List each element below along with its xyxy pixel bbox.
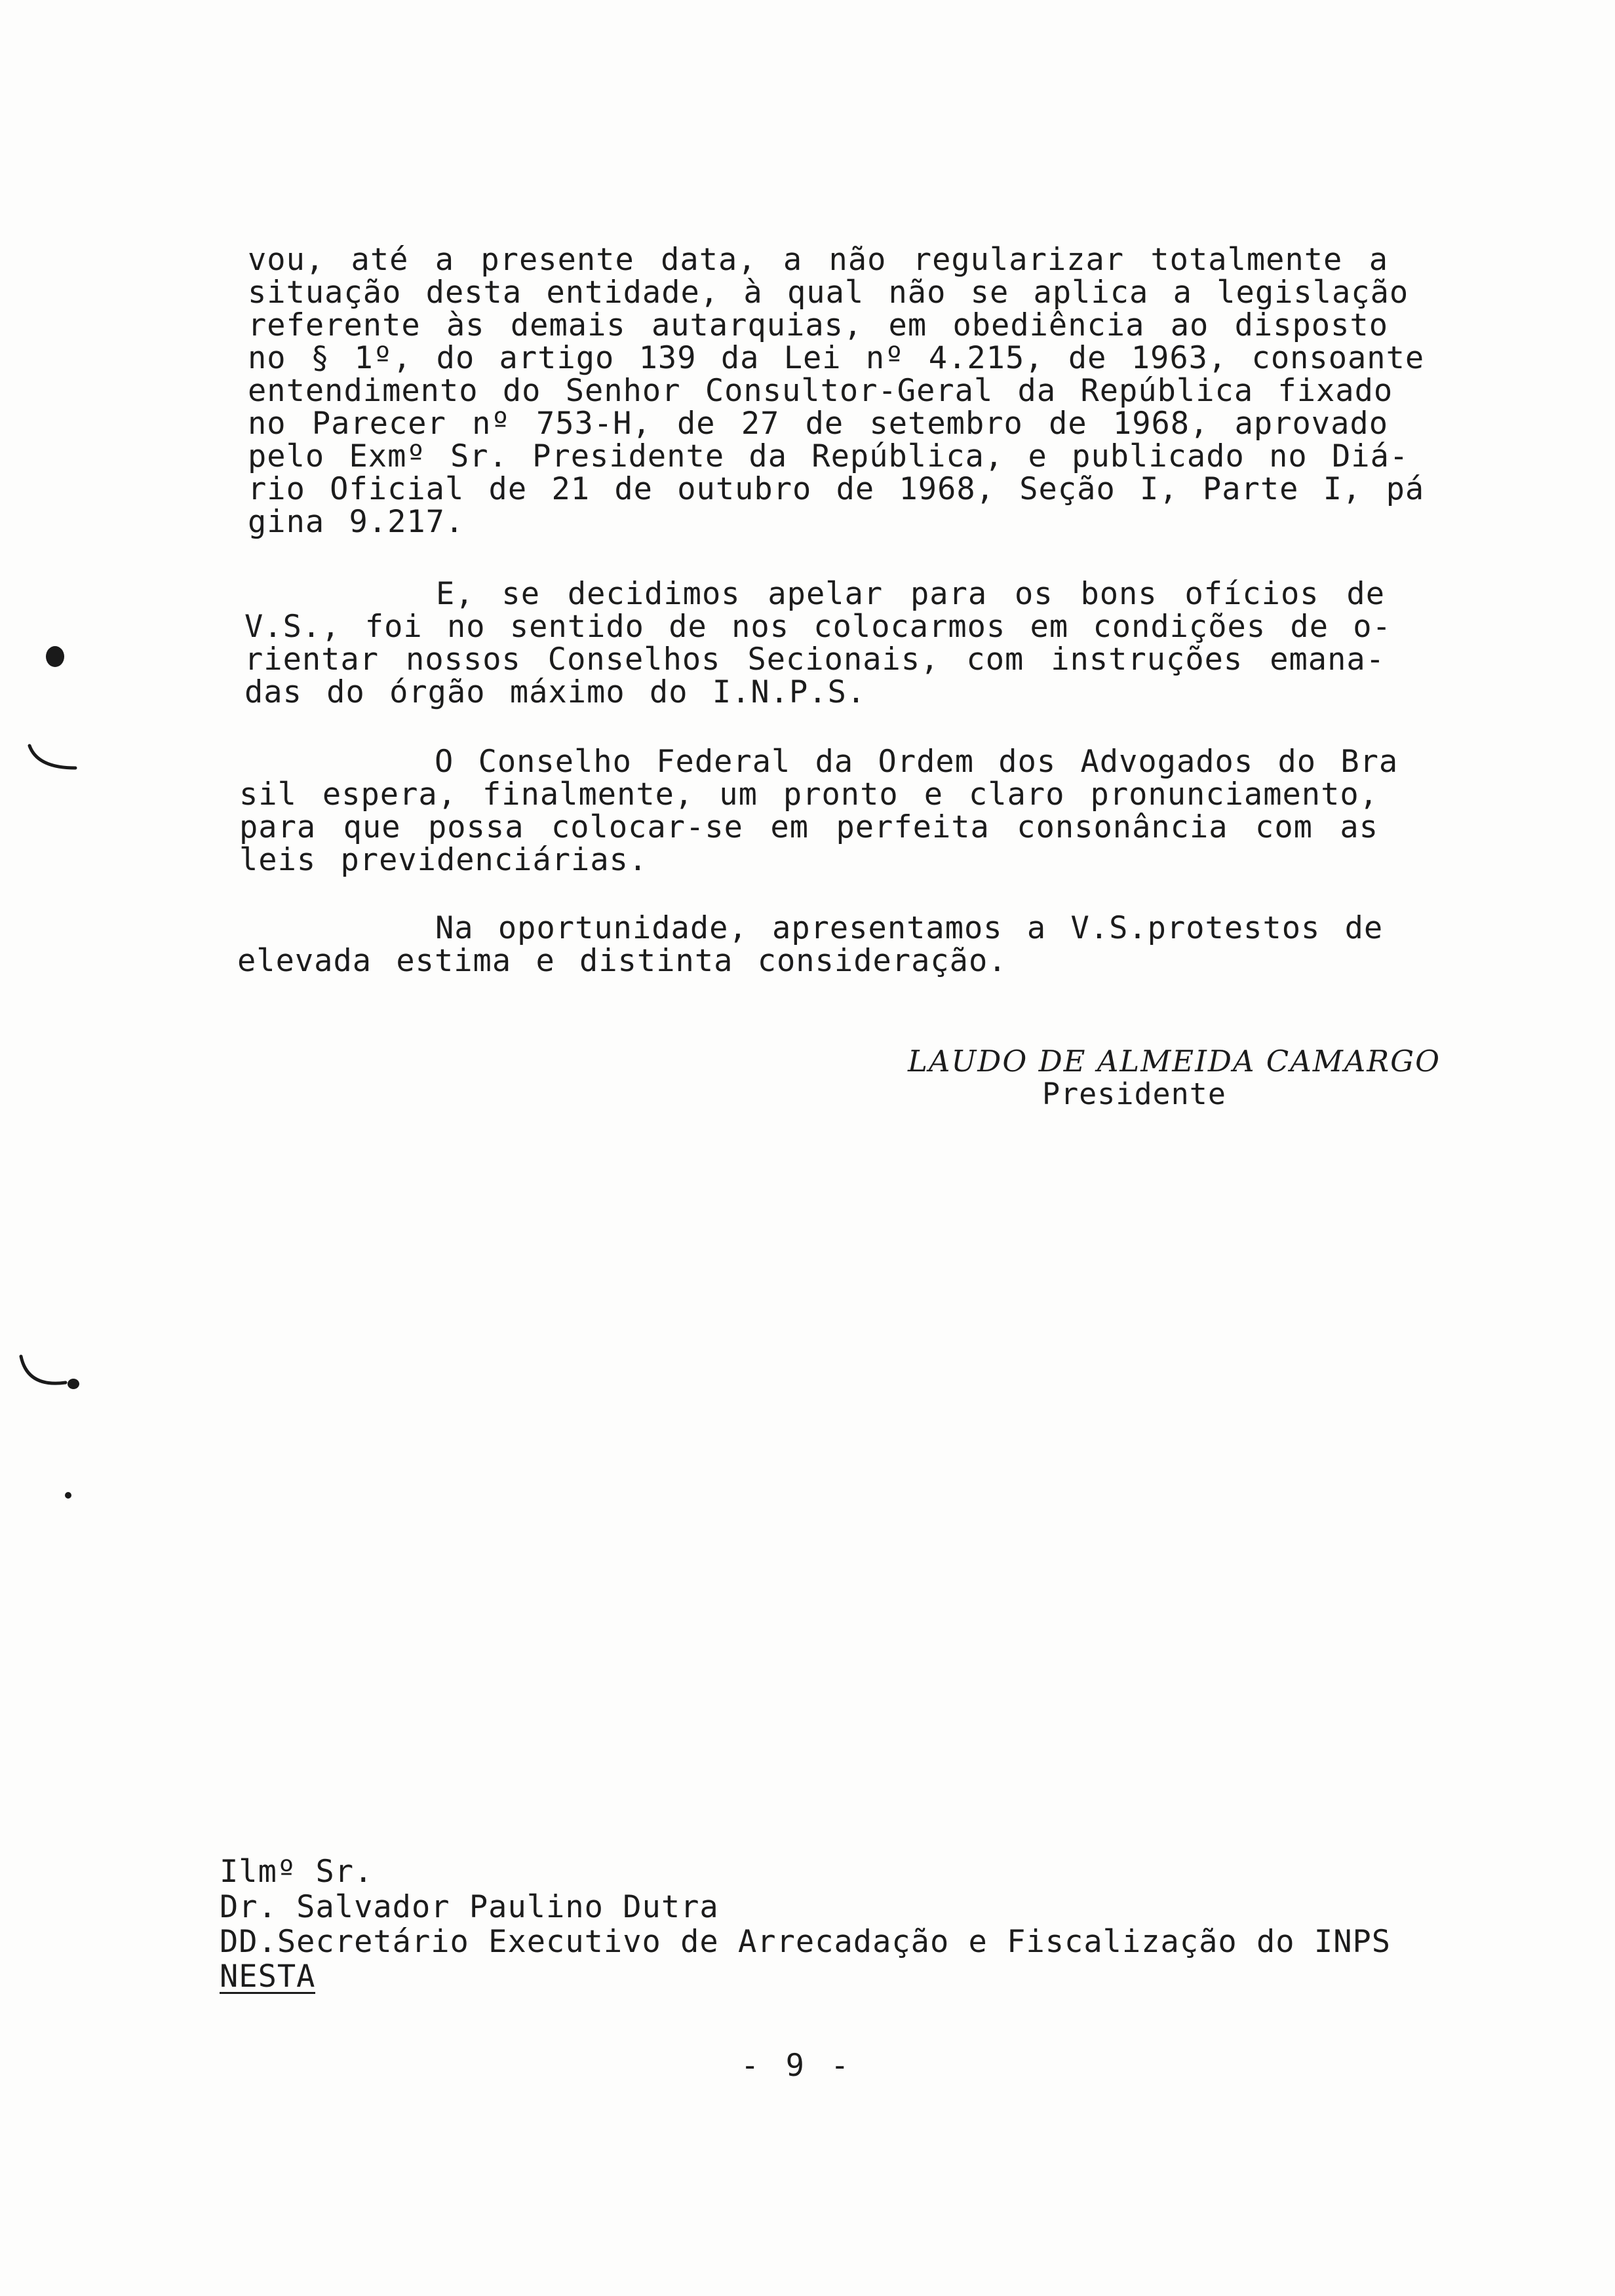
paragraph-line: para que possa colocar-se em perfeita consonância com as [239,809,1378,845]
paragraph-line: vou, até a presente data, a não regularizar totalmente a [248,242,1388,278]
paragraph-line: das do órgão máximo do I.N.P.S. [244,674,866,710]
addressee-position: DD.Secretário Executivo de Arrecadação e Fiscalização do INPS [220,1924,1391,1960]
paragraph-line: E, se decidimos apelar para os bons ofícios de [436,576,1385,612]
paragraph-line: referente às demais autarquias, em obediência ao disposto [248,307,1388,343]
signer-name: LAUDO DE ALMEIDA CAMARGO [908,1044,1441,1079]
paragraph-line: V.S., foi no sentido de nos colocarmos em condições de o- [244,609,1391,645]
page-number: - 9 - [741,2048,853,2084]
paragraph-line: rientar nossos Conselhos Secionais, com instruções emana- [244,641,1385,678]
signer-title: Presidente [1042,1077,1226,1111]
paragraph-3 [239,744,1399,878]
paragraph-line: sil espera, finalmente, um pronto e claro pronunciamento, [239,776,1378,813]
addressee-name: Dr. Salvador Paulino Dutra [220,1889,719,1925]
punch-hole-mark-top [39,636,72,675]
paragraph-line: no Parecer nº 753-H, de 27 de setembro de 1968, aprovado [248,406,1388,442]
paragraph-line: O Conselho Federal da Ordem dos Advogados do Bra [435,744,1399,780]
addressee-salutation: Ilmº Sr. [220,1854,374,1890]
paragraph-line: rio Oficial de 21 de outubro de 1968, Seção I, Parte I, pá [248,471,1425,507]
paragraph-line: situação desta entidade, à qual não se aplica a legislação [248,275,1409,311]
paragraph-line: leis previdenciárias. [239,842,648,878]
binding-arc-mark-lower [13,1350,85,1402]
paragraph-line: entendimento do Senhor Consultor-Geral da República fixado [248,373,1393,409]
paragraph-line: pelo Exmº Sr. Presidente da República, e publicado no Diá- [248,438,1409,474]
margin-dot-mark [60,1487,76,1503]
addressee-location-wrap [220,1959,315,1994]
paragraph-line: Na oportunidade, apresentamos a V.S.protestos de [435,910,1384,946]
paragraph-2 [244,576,1391,710]
paragraph-line: gina 9.217. [248,504,465,540]
paragraph-line: no § 1º, do artigo 139 da Lei nº 4.215, de 1963, consoante [248,340,1425,376]
paragraph-4 [237,910,1384,979]
paragraph-line: elevada estima e distinta consideração. [237,943,1007,979]
paragraph-1 [248,242,1425,540]
addressee-location: NESTA [220,1959,316,1995]
binding-arc-mark-upper [23,740,82,780]
